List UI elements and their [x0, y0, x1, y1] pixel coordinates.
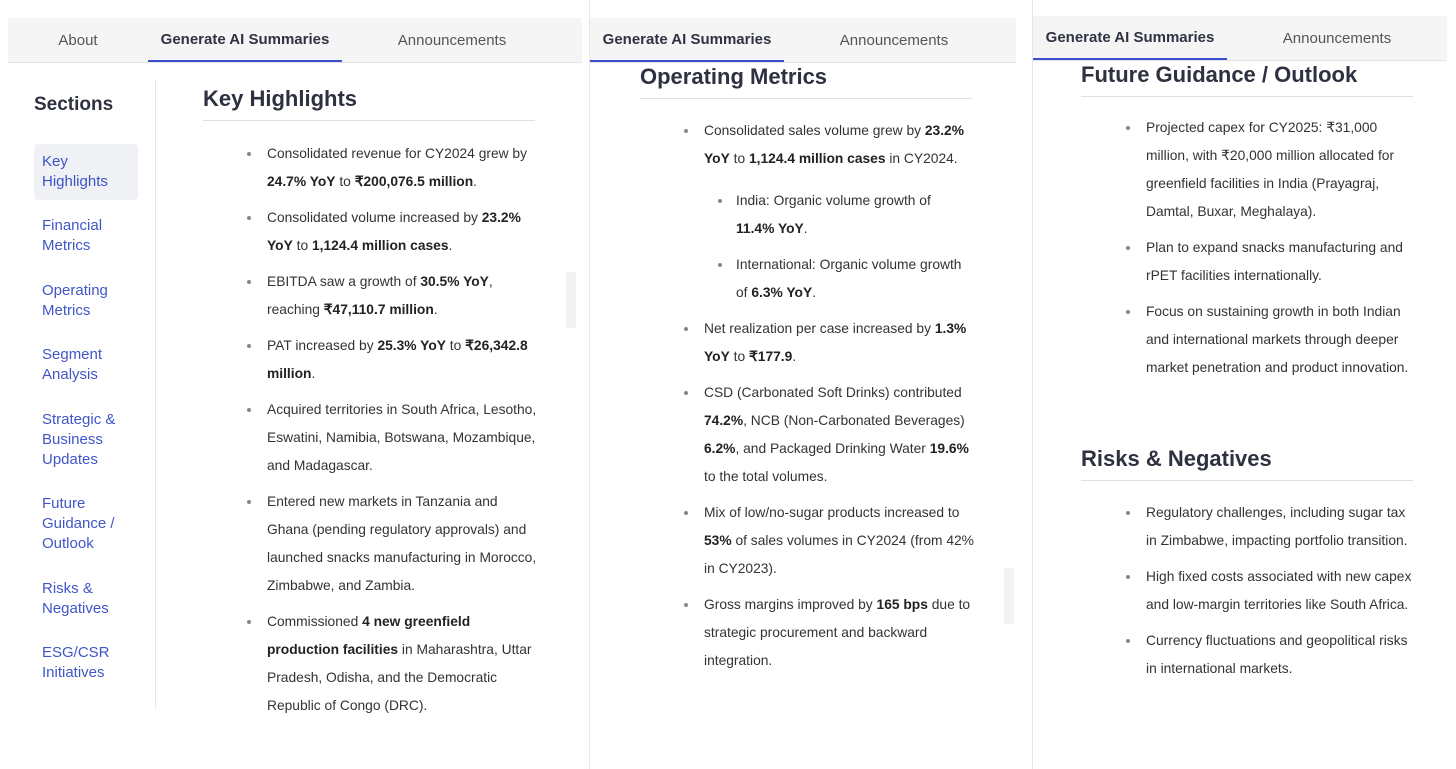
panel-guidance-risks — [1032, 0, 1447, 769]
section-title: Operating Metrics — [640, 64, 972, 99]
list-item: Regulatory challenges, including sugar tax in Zimbabwe, impacting portfolio transition. — [1146, 499, 1418, 555]
sidebar-item-risks-negatives[interactable]: Risks & Negatives — [42, 580, 109, 617]
scrollbar[interactable] — [566, 272, 576, 328]
sidebar-item-future-guidance[interactable]: Future Guidance / Outlook — [42, 495, 115, 552]
section-title: Key Highlights — [203, 86, 535, 121]
list-item: CSD (Carbonated Soft Drinks) contributed 74.2%, NCB (Non-Carbonated Beverages) 6.2%, and Packaged Drinking Water 19.6% to the total volumes. — [704, 379, 976, 491]
tab-generate-ai-summaries[interactable]: Generate AI Summaries — [1033, 16, 1227, 60]
sidebar-item-esg-csr[interactable]: ESG/CSR Initiatives — [42, 644, 110, 681]
list-item: Net realization per case increased by 1.3% YoY to ₹177.9. — [704, 315, 976, 371]
list-item: Gross margins improved by 165 bps due to strategic procurement and backward integration. — [704, 591, 976, 675]
panel-operating-metrics — [589, 0, 1016, 769]
list-item: Consolidated volume increased by 23.2% YoY to 1,124.4 million cases. — [267, 204, 539, 260]
tab-bar — [1033, 16, 1447, 61]
tab-generate-ai-summaries[interactable]: Generate AI Summaries — [148, 18, 342, 62]
tab-announcements[interactable]: Announcements — [839, 31, 949, 49]
list-item: India: Organic volume growth of 11.4% YoY. — [736, 187, 966, 243]
tab-about[interactable]: About — [58, 31, 98, 49]
sub-list — [736, 187, 966, 307]
section-title-guidance: Future Guidance / Outlook — [1081, 62, 1413, 97]
list-item: Focus on sustaining growth in both Indian and international markets through deeper market penetration and product innovation. — [1146, 298, 1418, 382]
risks-list — [1146, 499, 1418, 691]
tab-generate-ai-summaries[interactable]: Generate AI Summaries — [590, 18, 784, 62]
tab-announcements[interactable]: Announcements — [1282, 29, 1392, 47]
sidebar-item-strategic-business-updates[interactable]: Strategic & Business Updates — [42, 411, 116, 468]
list-item: Projected capex for CY2025: ₹31,000 million, with ₹20,000 million allocated for greenfield facilities in India (Prayagraj, Damtal, Buxar, Meghalaya). — [1146, 114, 1418, 226]
sidebar-item-operating-metrics[interactable]: Operating Metrics — [42, 282, 108, 319]
panel-key-highlights — [8, 0, 582, 769]
list-item: Acquired territories in South Africa, Lesotho, Eswatini, Namibia, Botswana, Mozambique, and Madagascar. — [267, 396, 539, 480]
tab-announcements[interactable]: Announcements — [397, 31, 507, 49]
list-item: Entered new markets in Tanzania and Ghana (pending regulatory approvals) and launched snacks manufacturing in Morocco, Zimbabwe, and Zambia. — [267, 488, 539, 600]
tab-bar — [8, 18, 582, 63]
list-item: PAT increased by 25.3% YoY to ₹26,342.8 million. — [267, 332, 539, 388]
sidebar-item-segment-analysis[interactable]: Segment Analysis — [42, 346, 103, 383]
list-item: High fixed costs associated with new capex and low-margin territories like South Africa. — [1146, 563, 1418, 619]
sidebar-title: Sections — [34, 94, 114, 115]
sections-sidebar — [8, 80, 156, 709]
guidance-list — [1146, 114, 1418, 390]
list-item: Mix of low/no-sugar products increased to 53% of sales volumes in CY2024 (from 42% in CY2023). — [704, 499, 976, 583]
list-item: EBITDA saw a growth of 30.5% YoY, reaching ₹47,110.7 million. — [267, 268, 539, 324]
list-item: Consolidated revenue for CY2024 grew by 24.7% YoY to ₹200,076.5 million. — [267, 140, 539, 196]
sidebar-item-key-highlights[interactable]: Key Highlights — [34, 144, 138, 200]
scrollbar[interactable] — [1004, 568, 1014, 624]
sidebar-item-financial-metrics[interactable]: Financial Metrics — [42, 217, 103, 254]
list-item: Commissioned 4 new greenfield production facilities in Maharashtra, Uttar Pradesh, Odisha, and the Democratic Republic of Congo (DRC). — [267, 608, 539, 720]
tab-bar — [590, 18, 1016, 63]
list-item: Currency fluctuations and geopolitical risks in international markets. — [1146, 627, 1418, 683]
list-item: International: Organic volume growth of 6.3% YoY. — [736, 251, 966, 307]
list-item: Consolidated sales volume grew by 23.2% YoY to 1,124.4 million cases in CY2024. India: Organic volume growth of 11.4% YoY. International: Organic volume growth of 6.3% YoY. — [704, 117, 976, 307]
key-highlights-list — [267, 140, 539, 728]
list-item: Plan to expand snacks manufacturing and rPET facilities internationally. — [1146, 234, 1418, 290]
operating-metrics-list — [704, 117, 976, 683]
section-title-risks: Risks & Negatives — [1081, 446, 1413, 481]
